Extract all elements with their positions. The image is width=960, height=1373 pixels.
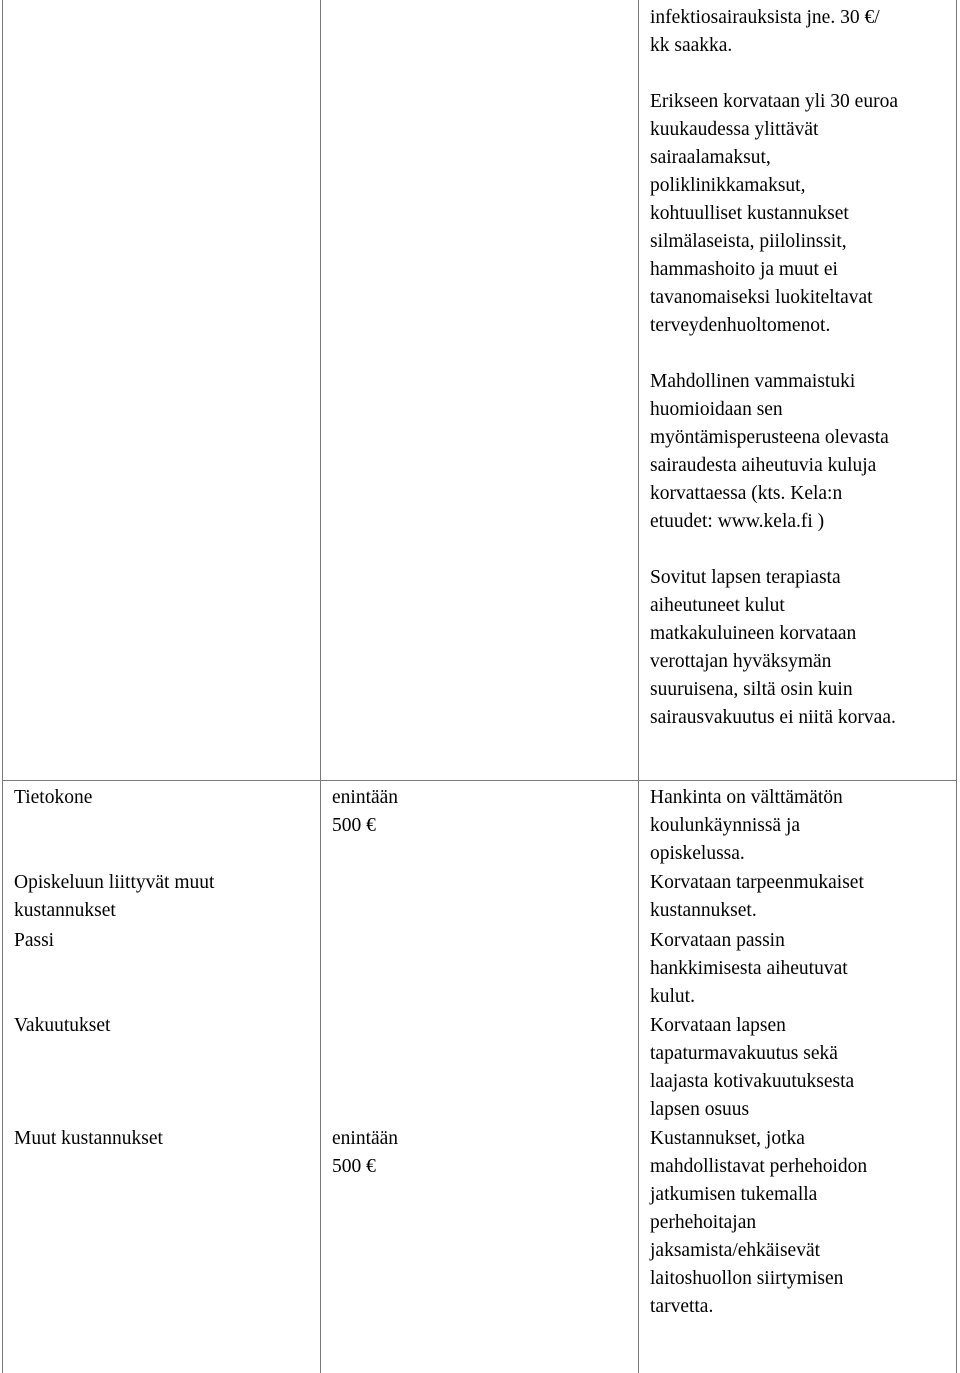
row-description-other-costs: Kustannukset, jotka mahdollistavat perhehoidon jatkumisen tukemalla perhehoitajan jaksamista/ehkäisevät laitoshuollon siirtymisen tarvetta. xyxy=(650,1128,868,1317)
paragraph-disability-allowance: Mahdollinen vammaistuki huomioidaan sen myöntämisperusteena olevasta sairaudesta aiheutuvia kuluja korvattaessa (kts. Kela:n etuudet: www.kela.fi ) xyxy=(650,371,889,532)
row-label-insurance: Vakuutukset xyxy=(14,1015,111,1036)
row-amount-other-costs: enintään 500 € xyxy=(332,1128,399,1177)
row-description-study-costs: Korvataan tarpeenmukaiset kustannukset. xyxy=(650,872,864,921)
row-separator xyxy=(2,780,957,781)
paragraph-medical-costs: Erikseen korvataan yli 30 euroa kuukaudessa ylittävät sairaalamaksut, poliklinikkamaksut, kohtuulliset kustannukset silmälaseista, piilolinssit, hammashoito ja muut ei tavanomaiseksi luokiteltavat terveydenhuoltomenot. xyxy=(650,91,898,336)
row-label-passport: Passi xyxy=(14,930,55,951)
top-description-cell xyxy=(650,4,950,732)
row-description-insurance: Korvataan lapsen tapaturmavakuutus sekä laajasta kotivakuutuksesta lapsen osuus xyxy=(650,1015,855,1120)
row-description-passport: Korvataan passin hankkimisesta aiheutuvat kulut. xyxy=(650,930,848,1007)
paragraph-therapy-costs: Sovitut lapsen terapiasta aiheutuneet kulut matkakuluineen korvataan verottajan hyväksymän suuruisena, siltä osin kuin sairausvakuutus ei niitä korvaa. xyxy=(650,567,896,728)
row-amount-computer: enintään 500 € xyxy=(332,787,399,836)
table-border-right xyxy=(956,0,957,1373)
table-divider-col1 xyxy=(320,0,321,1373)
row-description-computer: Hankinta on välttämätön koulunkäynnissä ja opiskelussa. xyxy=(650,787,843,864)
table-border-left xyxy=(2,0,3,1373)
paragraph-infection-costs: infektiosairauksista jne. 30 €/ kk saakka. xyxy=(650,7,880,56)
table-divider-col2 xyxy=(638,0,639,1373)
row-label-other-costs: Muut kustannukset xyxy=(14,1128,163,1149)
row-label-computer: Tietokone xyxy=(14,787,93,808)
row-label-study-costs: Opiskeluun liittyvät muut kustannukset xyxy=(14,872,215,921)
